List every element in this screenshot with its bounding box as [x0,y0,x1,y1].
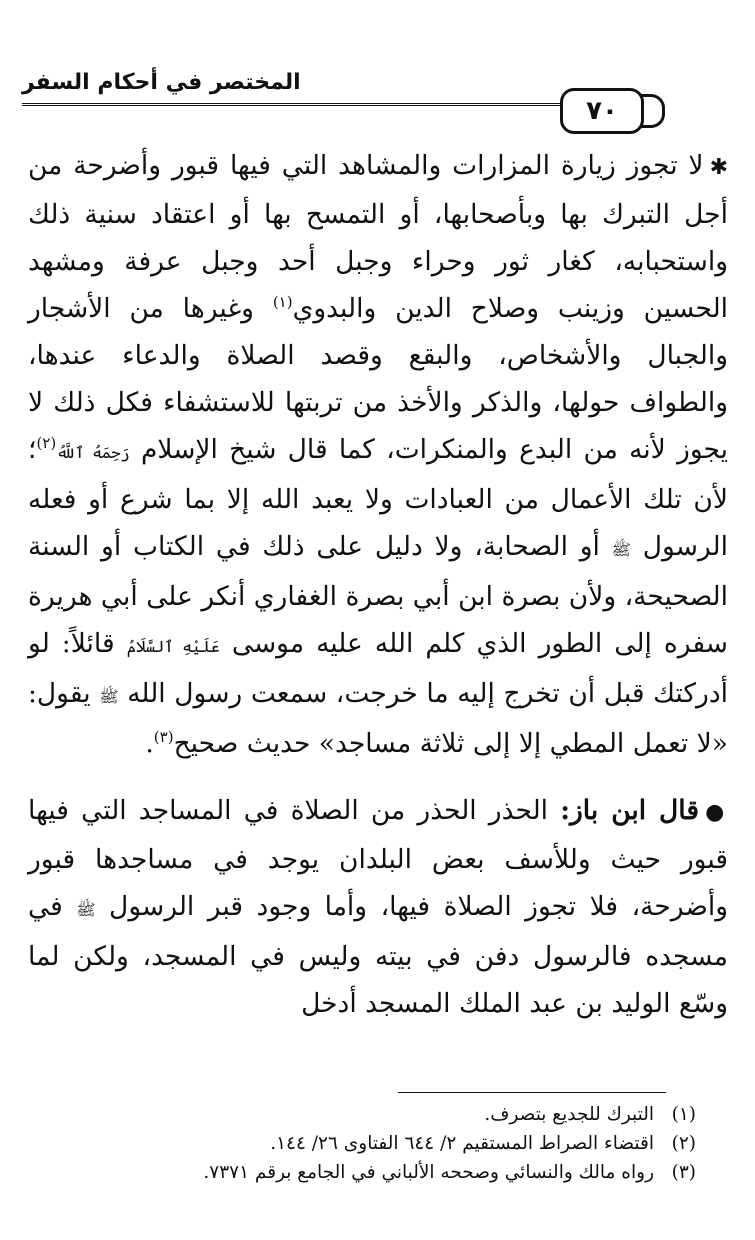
speaker-label: قال ابن باز: [560,795,700,826]
paragraph-1-text-f: يقول: «لا تعمل المطي إلا إلى ثلاثة مساجد» حديث صحيح [28,678,728,759]
paragraph-1-text-g: . [145,728,154,759]
honorific-salallahu-alayhi: ﷺ [99,687,119,706]
footnotes [28,1100,696,1187]
paragraph-1-text-b: وغيرها من الأشجار والجبال والأشخاص، والبقع وقصد الصلاة والدعاء عندها، والطواف حولها، والذكر والأخذ من تربتها للاستشفاء فكل ذلك لا يجوز لأنه من البدع والمنكرات، كما قال شيخ الإسلام [28,293,728,465]
page-number-badge [560,88,644,134]
paragraph-1-text-e: قائلاً: لو أدركتك قبل أن تخرج إليه ما خرجت، سمعت رسول الله [28,628,729,709]
footnote-text: اقتضاء الصراط المستقيم ٢/ ٦٤٤ الفتاوى ٢٦/ ١٤٤. [270,1133,654,1154]
footnote-item [28,1158,696,1187]
paragraph-1 [28,142,728,767]
dot-bullet-icon: ● [705,800,728,825]
footnote-text: رواه مالك والنسائي وصححه الألباني في الجامع برقم ٧٣٧١. [203,1162,654,1183]
honorific-salallahu-alayhi: ﷺ [611,540,631,559]
footnote-ref-1[interactable]: (١) [272,293,293,312]
main-text [28,142,728,1027]
footnote-ref-2[interactable]: (٢) [36,434,57,453]
paragraph-2-text-a: الحذر الحذر من الصلاة في المساجد التي فيها قبور حيث وللأسف بعض البلدان يوجد في مساجدها قبور وأضرحة، فلا تجوز الصلاة فيها، وأما وجود قبر الرسول [28,795,728,922]
running-header-title: المختصر في أحكام السفر [22,70,301,95]
footnote-number: (١) [671,1104,696,1125]
paragraph-2 [28,787,728,1027]
footnote-number: (٢) [671,1133,696,1154]
footnote-separator [398,1092,666,1093]
footnote-item [28,1129,696,1158]
footnote-number: (٣) [671,1162,696,1183]
honorific-rahimahullah: رَحِمَهُ ٱللَّهُ [56,443,130,462]
star-bullet-icon: ✱ [709,155,728,180]
honorific-alayhi-salam: عَلَيْهِ ٱلسَّلَامُ [126,637,220,656]
header-rule [22,103,567,106]
honorific-salallahu-alayhi: ﷺ [76,900,96,919]
paragraph-1-text-d: أو الصحابة، ولا دليل على ذلك في الكتاب أو السنة الصحيحة، ولأن بصرة ابن أبي بصرة الغفاري أنكر على أبي هريرة سفره إلى الطور الذي كلم الله عليه موسى [28,531,728,659]
footnote-ref-3[interactable]: (٣) [153,728,174,747]
paragraph-1-text-c: ؛ لأن تلك الأعمال من العبادات ولا يعبد الله إلا بما شرع أو فعله الرسول [28,434,728,562]
footnote-text: التبرك للجديع بتصرف. [484,1104,654,1125]
paragraph-2-text-b: في مسجده فالرسول دفن في بيته وليس في المسجد، ولكن لما وسّع الوليد بن عبد الملك المسجد أدخل [28,891,728,1019]
footnote-item [28,1100,696,1129]
paragraph-1-text-a: لا تجوز زيارة المزارات والمشاهد التي فيها قبور وأضرحة من أجل التبرك بها وبأصحابها، أو التمسح بها أو اعتقاد سنية ذلك واستحبابه، كغار ثور وحراء وجبل أحد وجبل عرفة ومشهد الحسين وزينب وصلاح الدين والبدوي [28,150,728,324]
page-number: ٧٠ [586,96,618,126]
